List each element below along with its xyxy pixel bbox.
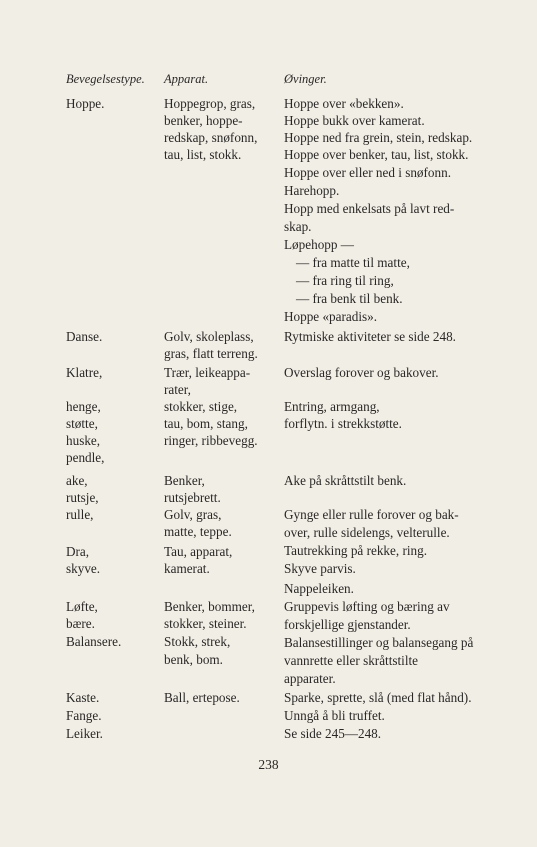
exercise-line: Gynge eller rulle forover og bak-	[284, 507, 459, 522]
exercise-line: vannrette eller skråttstilte	[284, 653, 419, 668]
exercise-line: Entring, armgang,	[284, 399, 380, 414]
exercise-line: Hoppe ned fra grein, stein, redskap.	[284, 130, 473, 145]
type-line: Løfte,	[66, 599, 98, 614]
exercise-line: — fra ring til ring,	[296, 273, 394, 288]
exercise-line: Overslag forover og bakover.	[284, 365, 439, 380]
header-movement-type: Bevegelsestype.	[66, 72, 145, 86]
type-line: huske,	[66, 433, 101, 448]
apparat-line: Benker,	[164, 473, 205, 488]
exercise-line: Hoppe «paradis».	[284, 309, 378, 324]
exercise-line: apparater.	[284, 671, 336, 686]
exercise-line: Hoppe over benker, tau, list, stokk.	[284, 147, 469, 162]
exercise-line: Hoppe bukk over kamerat.	[284, 113, 425, 128]
exercise-line: Harehopp.	[284, 183, 340, 198]
apparat-line: Trær, leikeappa-	[164, 365, 251, 380]
exercise-line: over, rulle sidelengs, velterulle.	[284, 525, 450, 540]
exercise-line: Gruppevis løfting og bæring av	[284, 599, 450, 614]
type-line: Klatre,	[66, 365, 103, 380]
exercise-line: Skyve parvis.	[284, 561, 356, 576]
type-line: skyve.	[66, 561, 101, 576]
exercise-line: Tautrekking på rekke, ring.	[284, 543, 427, 558]
type-line: Fange.	[66, 708, 102, 723]
type-line: Kaste.	[66, 690, 100, 705]
apparat-line: stokker, steiner.	[164, 616, 247, 631]
header-apparatus: Apparat.	[164, 72, 209, 86]
apparat-line: Benker, bommer,	[164, 599, 255, 614]
exercise-line: Unngå å bli truffet.	[284, 708, 385, 723]
apparat-line: Stokk, strek,	[164, 634, 231, 649]
apparat-line: Hoppegrop, gras,	[164, 96, 256, 111]
apparat-line: stokker, stige,	[164, 399, 238, 414]
apparat-line: gras, flatt terreng.	[164, 346, 258, 361]
exercise-line: Hoppe over eller ned i snøfonn.	[284, 165, 451, 180]
apparat-line: tau, list, stokk.	[164, 147, 242, 162]
type-line: Leiker.	[66, 726, 103, 741]
type-balansere: Balansere.	[66, 634, 122, 649]
exercise-line: Sparke, sprette, slå (med flat hånd).	[284, 690, 472, 705]
apparat-line: benk, bom.	[164, 652, 223, 667]
apparat-line: ringer, ribbevegg.	[164, 433, 258, 448]
apparat-line: matte, teppe.	[164, 524, 232, 539]
header-exercises: Øvinger.	[284, 72, 327, 86]
type-hoppe: Hoppe.	[66, 96, 105, 111]
apparat-line: benker, hoppe-	[164, 113, 243, 128]
apparat-line: Golv, gras,	[164, 507, 222, 522]
apparat-line: tau, bom, stang,	[164, 416, 248, 431]
exercise-line: — fra matte til matte,	[296, 255, 410, 270]
exercise-line: Ake på skråttstilt benk.	[284, 473, 407, 488]
type-danse: Danse.	[66, 329, 103, 344]
type-line: henge,	[66, 399, 101, 414]
apparat-line: kamerat.	[164, 561, 210, 576]
apparat-line: Golv, skoleplass,	[164, 329, 254, 344]
page-number: 238	[258, 757, 279, 772]
apparat-line: Ball, ertepose.	[164, 690, 240, 705]
type-line: ake,	[66, 473, 88, 488]
apparat-line: rater,	[164, 382, 191, 397]
exercise-line: forskjellige gjenstander.	[284, 617, 411, 632]
exercise-line: Rytmiske aktiviteter se side 248.	[284, 329, 456, 344]
exercise-line: Balansestillinger og balansegang på	[284, 635, 474, 650]
apparat-line: rutsjebrett.	[164, 490, 221, 505]
exercise-line: Nappeleiken.	[284, 581, 354, 596]
exercise-line: skap.	[284, 219, 312, 234]
apparat-line: Tau, apparat,	[164, 544, 233, 559]
apparat-line: redskap, snøfonn,	[164, 130, 258, 145]
exercise-line: Se side 245—248.	[284, 726, 382, 741]
exercise-line: Løpehopp —	[284, 237, 354, 252]
type-line: pendle,	[66, 450, 105, 465]
exercise-line: forflytn. i strekkstøtte.	[284, 416, 402, 431]
exercise-line: — fra benk til benk.	[296, 291, 403, 306]
exercise-line: Hopp med enkelsats på lavt red-	[284, 201, 455, 216]
type-line: rulle,	[66, 507, 94, 522]
type-line: Dra,	[66, 544, 90, 559]
type-line: rutsje,	[66, 490, 99, 505]
type-line: støtte,	[66, 416, 98, 431]
type-line: bære.	[66, 616, 95, 631]
exercise-line: Hoppe over «bekken».	[284, 96, 404, 111]
